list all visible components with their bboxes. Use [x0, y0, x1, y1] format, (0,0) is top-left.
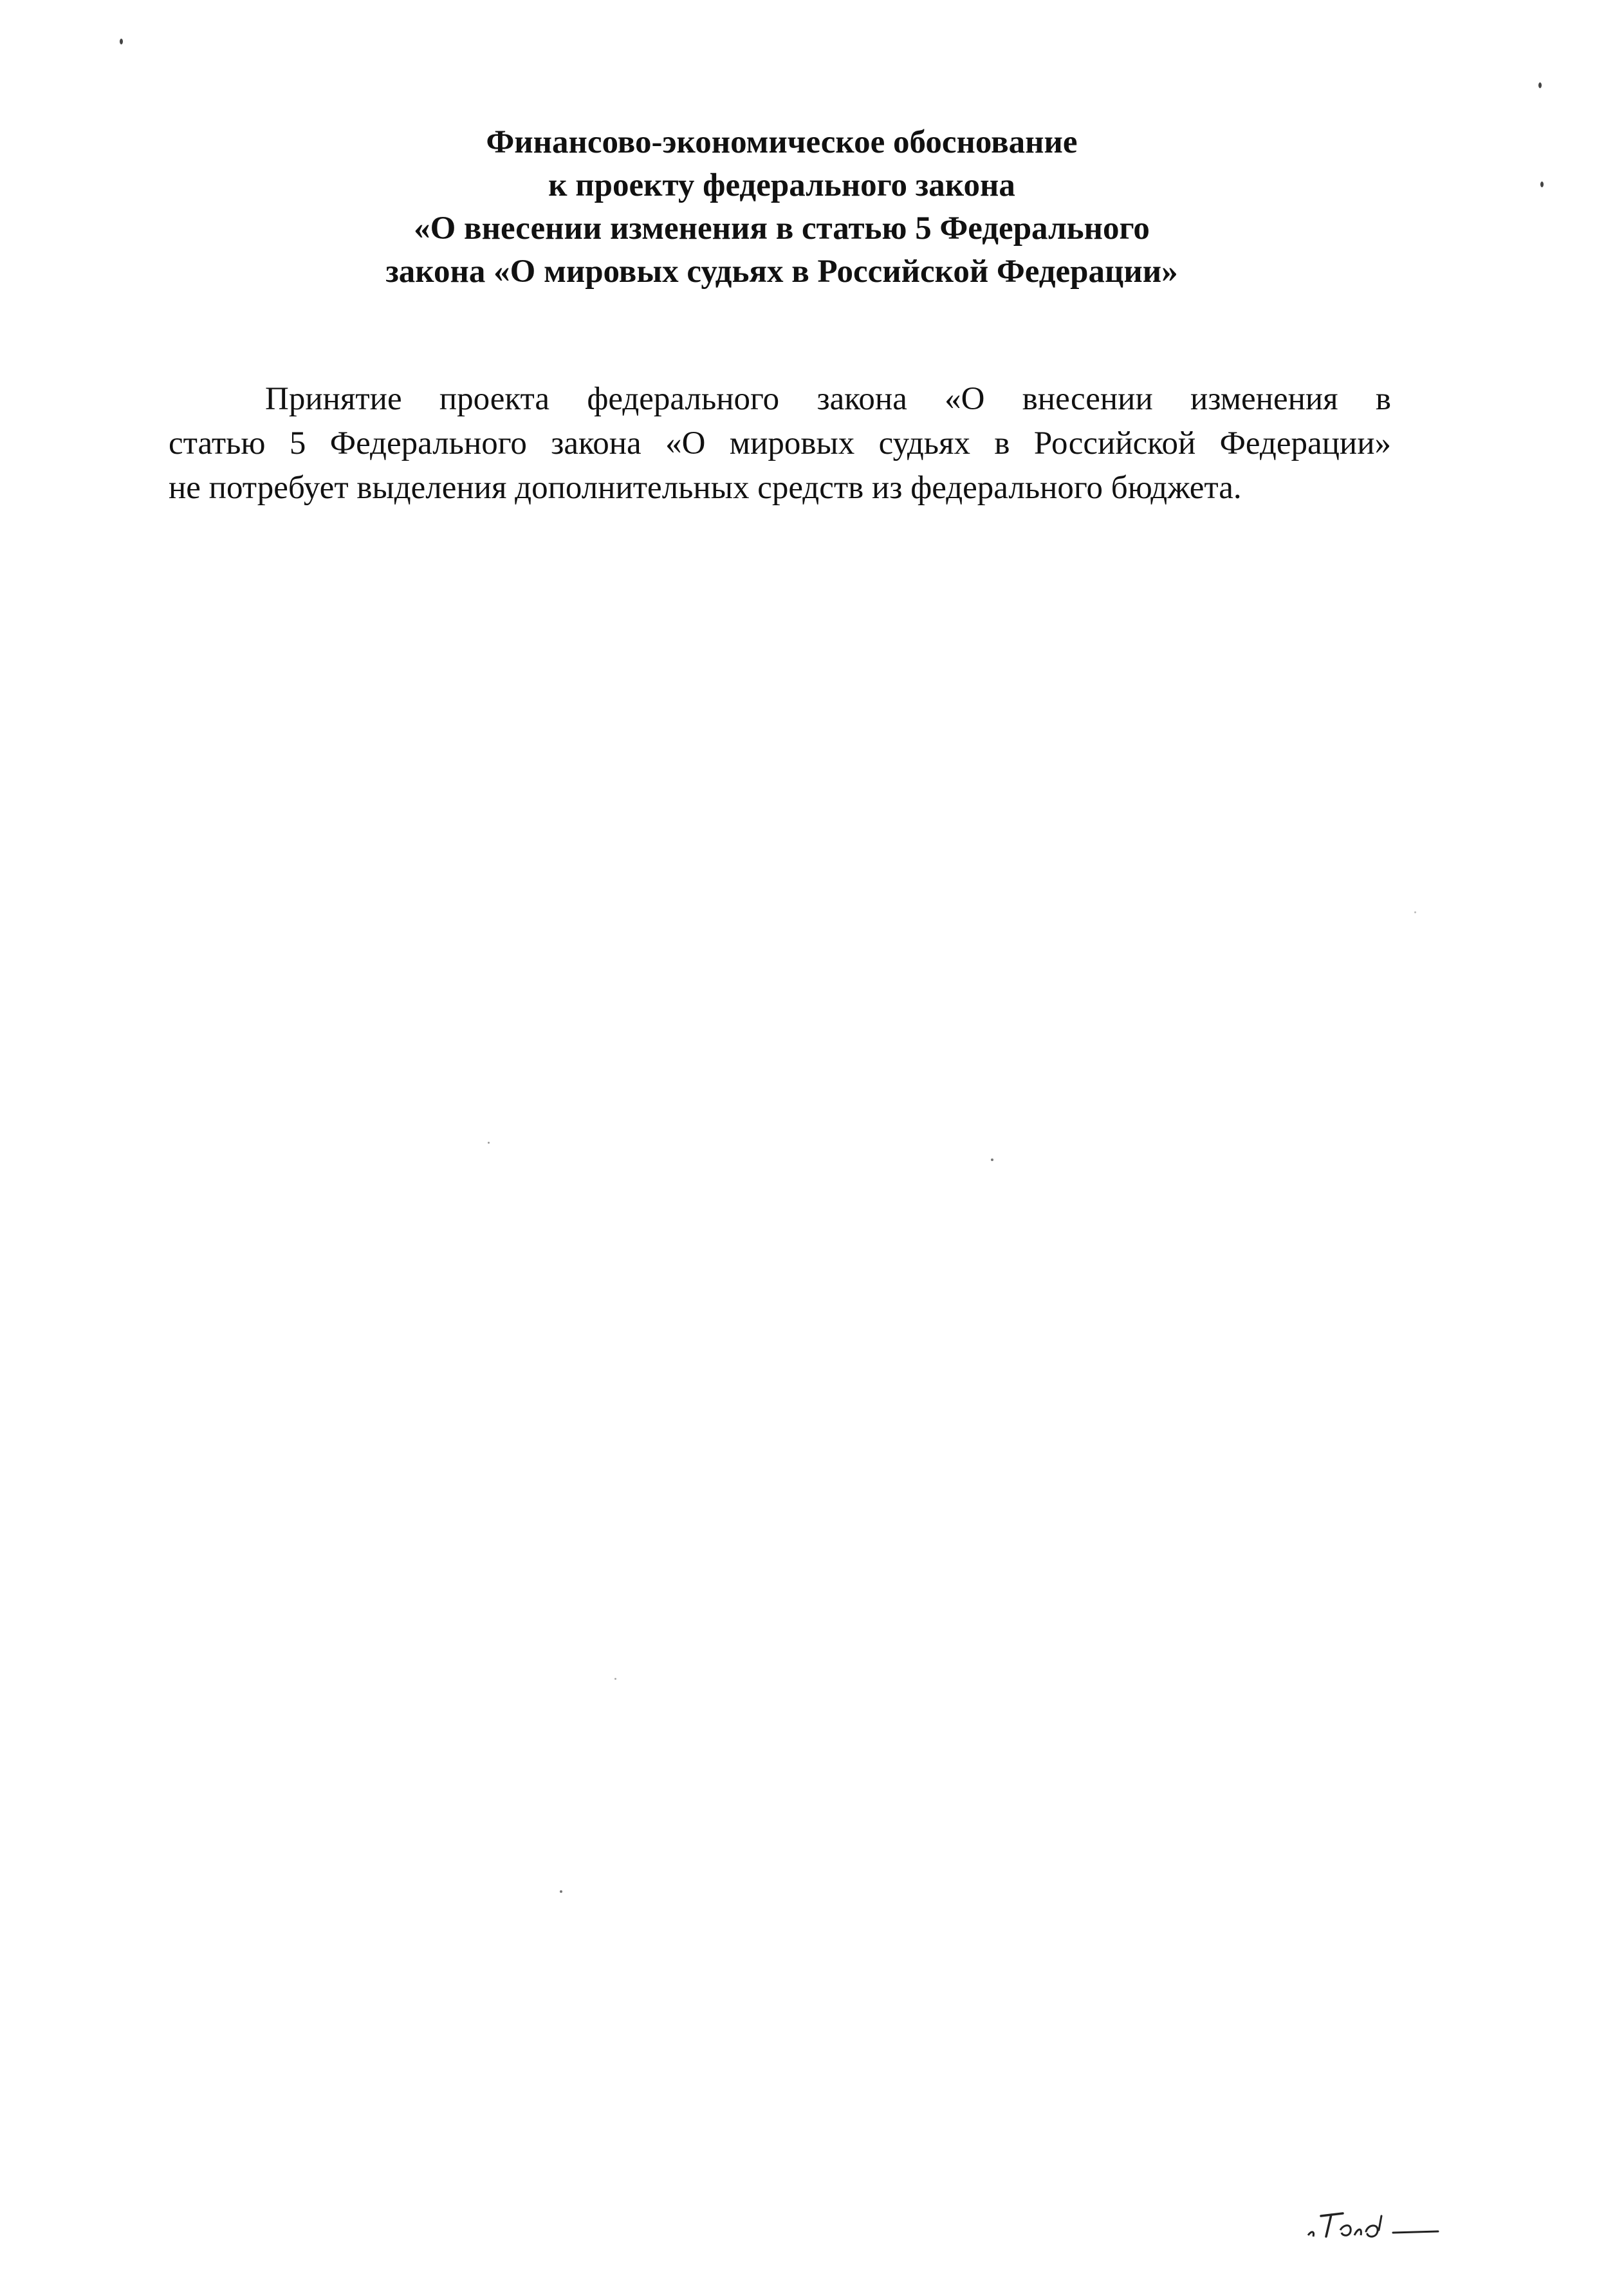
- scan-speck: [1540, 181, 1544, 187]
- title-line: Финансово-экономическое обоснование: [486, 124, 1078, 160]
- title-line: «О внесении изменения в статью 5 Федерального: [414, 210, 1150, 247]
- scan-speck: [991, 1158, 993, 1161]
- body-paragraph: [169, 377, 1391, 510]
- scan-speck: [488, 1142, 490, 1144]
- scan-speck: [560, 1890, 562, 1893]
- body-line: Принятие проекта федерального закона «О внесении изменения в: [265, 381, 1391, 417]
- body-line: не потребует выделения дополнительных средств из федерального бюджета.: [169, 470, 1242, 506]
- document-title: [0, 121, 1564, 293]
- scan-speck: [1538, 82, 1542, 88]
- scan-speck: [614, 1678, 616, 1680]
- scan-speck: [1414, 911, 1416, 913]
- signature-mark: [1303, 2204, 1444, 2243]
- title-line: закона «О мировых судьях в Российской Федерации»: [385, 254, 1178, 290]
- body-line: статью 5 Федерального закона «О мировых судьях в Российской Федерации»: [169, 425, 1391, 461]
- scan-speck: [120, 39, 123, 44]
- title-line: к проекту федерального закона: [548, 167, 1015, 203]
